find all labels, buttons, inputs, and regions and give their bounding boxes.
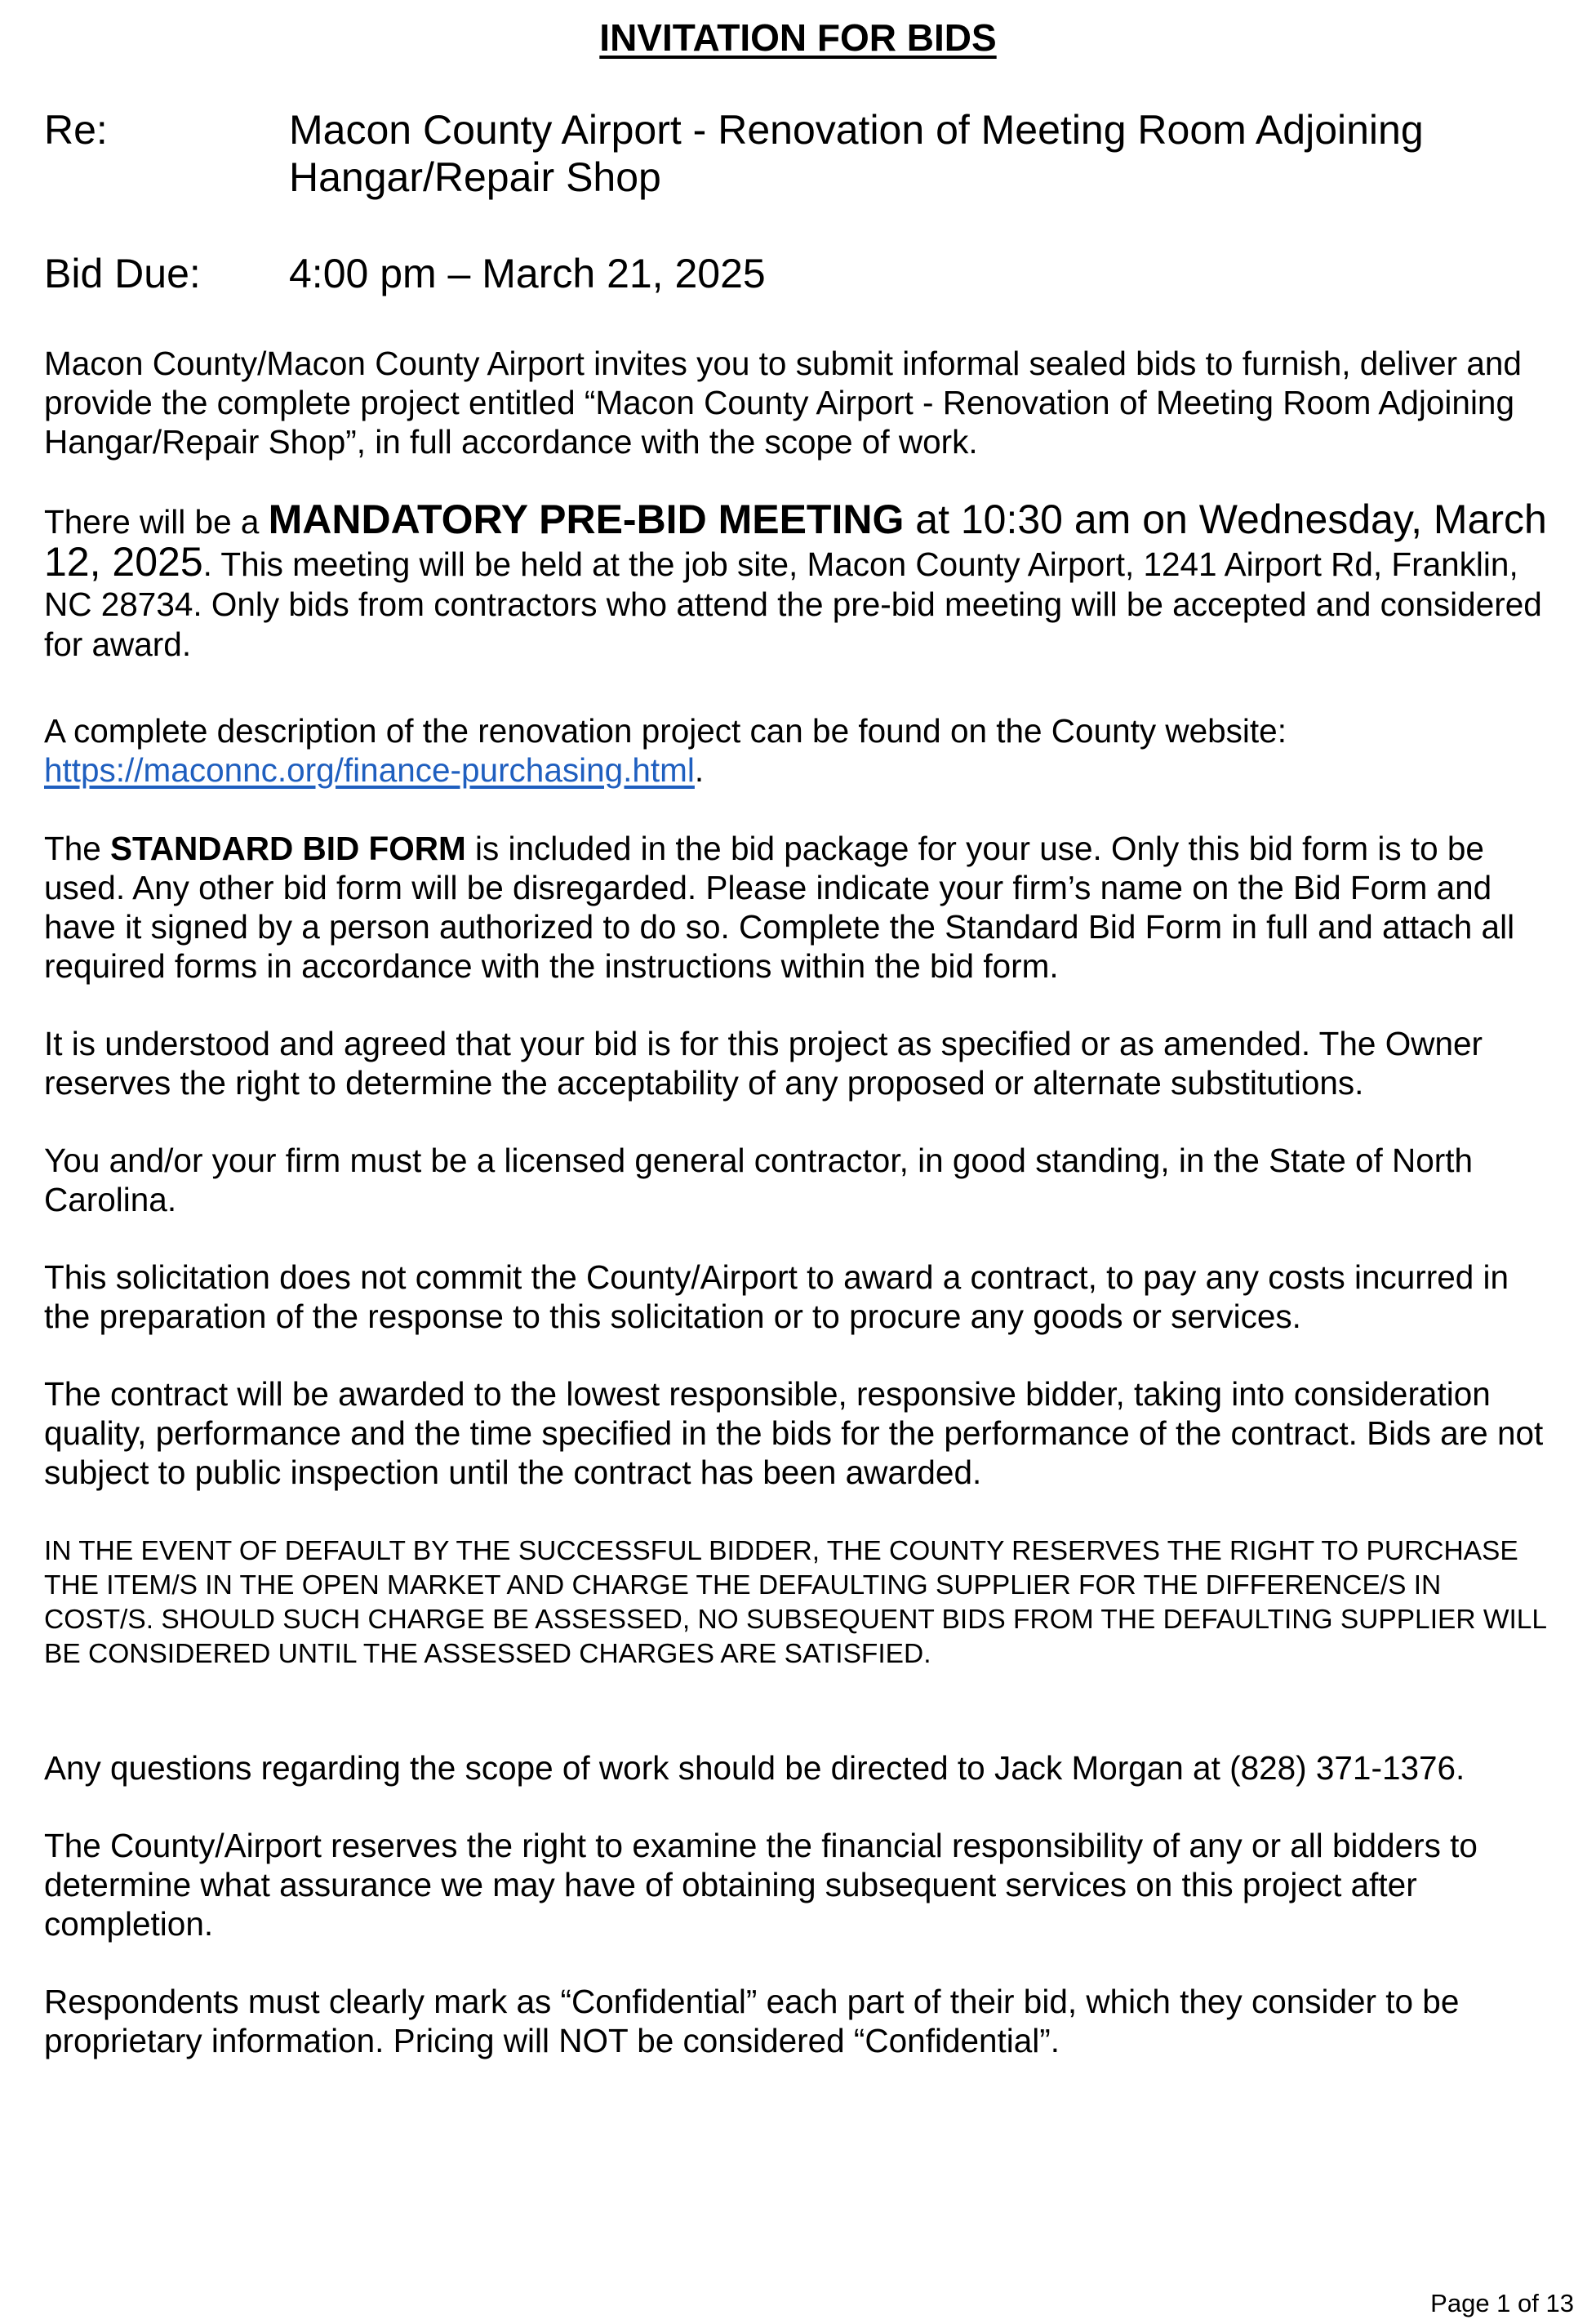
bid-form-text: is included in the bid package for your use. Only this bid form is to be used. Any other bid form will be disregarded. Please indicate your firm’s name on the Bid Form and have it signed by a person authorized to do so. Complete the Standard Bid Form in full and attach all required forms in accordance with the instructions within the bid form. — [44, 830, 1515, 985]
paragraph-intro: Macon County/Macon County Airport invites you to submit informal sealed bids to furnish, deliver and provide the complete project entitled “Macon County Airport - Renovation of Meeting Room Adjoining Hangar/Repair Shop”, in full accordance with the scope of work. — [44, 345, 1522, 461]
paragraph-no-commitment: This solicitation does not commit the County/Airport to award a contract, to pay any costs incurred in the preparation of the response to this solicitation or to procure any goods or services. — [44, 1258, 1509, 1335]
meeting-date-text: at 10:30 am on Wednesday, March 12, 2025 — [44, 496, 1547, 585]
paragraph-license: You and/or your firm must be a licensed general contractor, in good standing, in the State of North Carolina. — [44, 1142, 1474, 1218]
paragraph-agreement: It is understood and agreed that your bid is for this project as specified or as amended. The Owner reserves the right to determine the acceptability of any proposed or alternate substitutions. — [44, 1025, 1483, 1102]
standard-bid-form-emphasis: STANDARD BID FORM — [110, 830, 466, 867]
prebid-lead-text: There will be a — [44, 503, 269, 541]
paragraph-prebid-meeting — [44, 496, 1554, 665]
bid-due-label: Bid Due: — [44, 251, 201, 296]
paragraph-bid-form — [44, 829, 1554, 986]
document-title: INVITATION FOR BIDS — [599, 16, 997, 59]
mandatory-meeting-emphasis: MANDATORY PRE-BID MEETING — [268, 496, 905, 542]
paragraph-default-notice: IN THE EVENT OF DEFAULT BY THE SUCCESSFUL BIDDER, THE COUNTY RESERVES THE RIGHT TO PURCHASE THE ITEM/S IN THE OPEN MARKET AND CHARGE THE DEFAULTING SUPPLIER FOR THE DIFFERENCE/S IN COST/S. SHOULD SUCH CHARGE BE ASSESSED, NO SUBSEQUENT BIDS FROM THE DEFAULTING SUPPLIER WILL BE CONSIDERED UNTIL THE ASSESSED CHARGES ARE SATISFIED. — [44, 1536, 1546, 1669]
re-label: Re: — [44, 107, 108, 153]
county-website-link[interactable]: https://maconnc.org/finance-purchasing.html — [44, 751, 695, 789]
paragraph-questions: Any questions regarding the scope of work should be directed to Jack Morgan at (828) 371-1376. — [44, 1749, 1465, 1787]
paragraph-financial-responsibility: The County/Airport reserves the right to examine the financial responsibility of any or all bidders to determine what assurance we may have of obtaining subsequent services on this project after completion. — [44, 1827, 1478, 1943]
paragraph-description — [44, 711, 1554, 790]
description-end: . — [694, 751, 705, 789]
description-text: A complete description of the renovation project can be found on the County website: — [44, 712, 1287, 750]
bid-due-value: 4:00 pm – March 21, 2025 — [289, 251, 766, 296]
paragraph-confidential: Respondents must clearly mark as “Confidential” each part of their bid, which they consider to be proprietary information. Pricing will NOT be considered “Confidential”. — [44, 1983, 1460, 2059]
page-number: Page 1 of 13 — [1430, 2289, 1574, 2317]
meeting-details-text: . This meeting will be held at the job site, Macon County Airport, 1241 Airport Rd, Franklin, NC 28734. Only bids from contractors who attend the pre-bid meeting will be accepted and considered for award. — [44, 545, 1542, 663]
paragraph-award: The contract will be awarded to the lowest responsible, responsive bidder, taking into consideration quality, performance and the time specified in the bids for the performance of the contract. Bids are not subject to public inspection until the contract has been awarded. — [44, 1375, 1544, 1491]
bid-form-lead: The — [44, 830, 111, 867]
re-value: Macon County Airport - Renovation of Meeting Room Adjoining Hangar/Repair Shop — [289, 107, 1424, 200]
